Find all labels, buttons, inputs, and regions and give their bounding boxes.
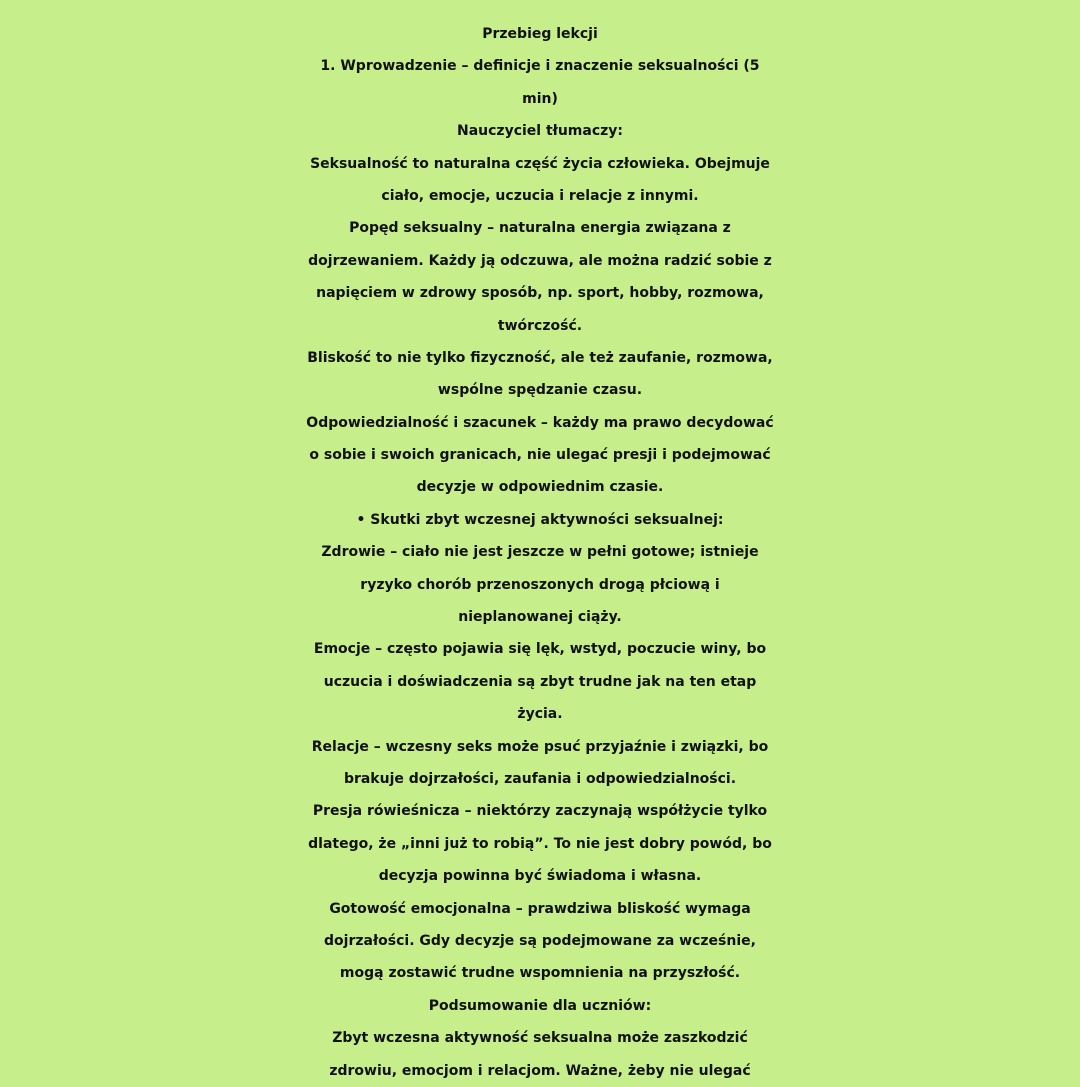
text-line: Presja rówieśnicza – niektórzy zaczynają współżycie tylko — [312, 803, 768, 820]
text-line: Gotowość emocjonalna – prawdziwa bliskość wymaga — [329, 900, 751, 917]
text-line: Popęd seksualny – naturalna energia związana z — [349, 220, 731, 237]
text-line: Podsumowanie dla uczniów: — [428, 997, 652, 1014]
lesson-text — [0, 18, 1080, 1087]
text-line: min) — [522, 90, 558, 107]
text-line: o sobie i swoich granicach, nie ulegać presji i podejmować — [309, 447, 771, 464]
text-line: Zdrowie – ciało nie jest jeszcze w pełni gotowe; istnieje — [321, 544, 759, 561]
text-line: Nauczyciel tłumaczy: — [456, 123, 624, 140]
text-line: dojrzewaniem. Każdy ją odczuwa, ale można radzić sobie z — [308, 252, 772, 269]
text-line: • Skutki zbyt wczesnej aktywności seksualnej: — [356, 511, 724, 528]
text-line: Przebieg lekcji — [482, 26, 598, 42]
text-line: Emocje – często pojawia się lęk, wstyd, poczucie winy, bo — [313, 641, 767, 658]
text-line: Odpowiedzialność i szacunek – każdy ma prawo decydować — [306, 414, 774, 431]
text-line: 1. Wprowadzenie – definicje i znaczenie seksualności (5 — [320, 58, 760, 75]
text-line: brakuje dojrzałości, zaufania i odpowiedzialności. — [343, 770, 737, 787]
text-line: twórczość. — [497, 317, 583, 334]
text-line: ciało, emocje, uczucia i relacje z innymi. — [381, 187, 699, 204]
text-line: zdrowiu, emocjom i relacjom. Ważne, żeby nie ulegać — [329, 1062, 751, 1079]
text-line: uczucia i doświadczenia są zbyt trudne jak na ten etap — [323, 673, 757, 690]
text-line: Zbyt wczesna aktywność seksualna może zaszkodzić — [332, 1030, 748, 1047]
text-line: decyzja powinna być świadoma i własna. — [378, 868, 702, 885]
text-line: Relacje – wczesny seks może psuć przyjaźnie i związki, bo — [311, 738, 769, 755]
text-line: nieplanowanej ciąży. — [458, 609, 622, 626]
text-line: napięciem w zdrowy sposób, np. sport, hobby, rozmowa, — [316, 285, 764, 302]
text-line: wspólne spędzanie czasu. — [437, 382, 643, 399]
text-line: życia. — [517, 706, 563, 723]
text-line: dlatego, że „inni już to robią”. To nie jest dobry powód, bo — [308, 835, 772, 852]
text-line: Seksualność to naturalna część życia człowieka. Obejmuje — [310, 155, 770, 172]
text-line: mogą zostawić trudne wspomnienia na przyszłość. — [339, 965, 741, 982]
text-line: decyzje w odpowiednim czasie. — [416, 479, 664, 496]
text-line: dojrzałości. Gdy decyzje są podejmowane za wcześnie, — [324, 932, 756, 949]
text-line: Bliskość to nie tylko fizyczność, ale też zaufanie, rozmowa, — [307, 349, 773, 366]
text-line: ryzyko chorób przenoszonych drogą płciową i — [360, 576, 720, 593]
